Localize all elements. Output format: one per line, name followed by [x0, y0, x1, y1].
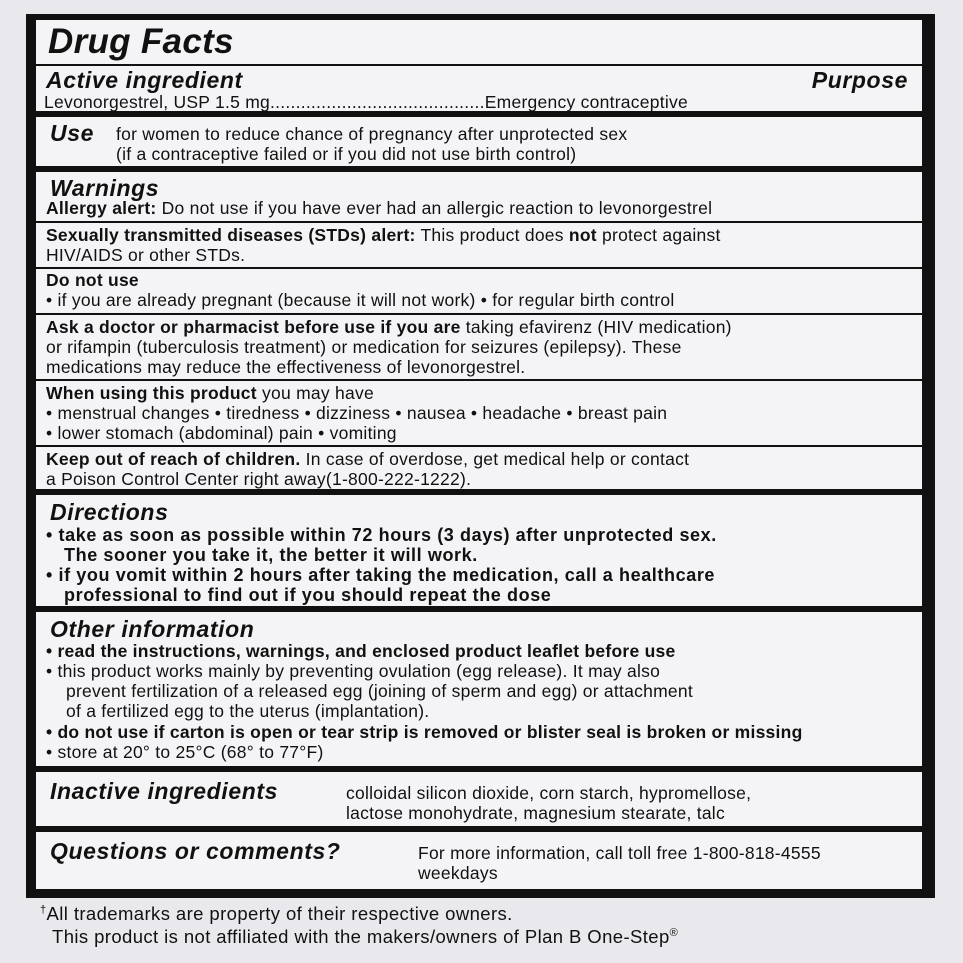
directions-heading: Directions [50, 499, 169, 525]
keep-out-label: Keep out of reach of children. [46, 449, 301, 469]
other-line-1: • read the instructions, warnings, and enclosed product leaflet before use [46, 641, 676, 661]
footer-line-2: This product is not affiliated with the makers/owners of Plan B One-Step [52, 926, 670, 947]
ask-doctor-text-1: taking efavirenz (HIV medication) [465, 317, 732, 337]
footer-trademark-line [40, 903, 513, 925]
when-using-line-3: • lower stomach (abdominal) pain • vomiting [46, 423, 397, 443]
std-alert-text-2: protect against [602, 225, 721, 245]
when-using-text: you may have [262, 383, 374, 403]
do-not-use-heading: Do not use [46, 270, 139, 290]
ask-doctor-label: Ask a doctor or pharmacist before use if you are [46, 317, 461, 337]
std-alert-line-1 [46, 225, 721, 245]
divider [36, 221, 922, 223]
dagger-symbol: † [40, 903, 47, 916]
keep-out-line-1 [46, 449, 689, 469]
leader-dots: .......................................... [270, 92, 485, 112]
divider [36, 313, 922, 315]
warnings-heading: Warnings [50, 175, 160, 201]
other-information-heading: Other information [50, 616, 255, 642]
purpose-heading: Purpose [811, 67, 908, 93]
questions-line-1: For more information, call toll free 1-800-818-4555 [418, 843, 821, 863]
questions-line-2: weekdays [418, 863, 498, 883]
use-heading: Use [50, 120, 94, 146]
allergy-alert-text: Do not use if you have ever had an allergic reaction to levonorgestrel [161, 198, 713, 218]
other-line-2: • this product works mainly by preventing ovulation (egg release). It may also [46, 661, 661, 681]
directions-line-3: • if you vomit within 2 hours after taking the medication, call a healthcare [46, 565, 716, 585]
purpose-value: Emergency contraceptive [484, 92, 688, 112]
directions-line-4: professional to find out if you should repeat the dose [64, 585, 552, 605]
other-line-5: • do not use if carton is open or tear strip is removed or blister seal is broken or missing [46, 722, 803, 742]
keep-out-line-2: a Poison Control Center right away(1-800-222-1222). [46, 469, 472, 489]
ingredient-line [44, 92, 688, 112]
drug-facts-panel [26, 14, 935, 898]
std-alert-label: Sexually transmitted diseases (STDs) alert: [46, 225, 416, 245]
footer-line-1: All trademarks are property of their respective owners. [46, 903, 513, 924]
active-ingredient-heading: Active ingredient [46, 67, 243, 93]
other-line-3: prevent fertilization of a released egg (joining of sperm and egg) or attachment [66, 681, 694, 701]
std-alert-text-1: This product does [420, 225, 564, 245]
divider [36, 64, 922, 66]
use-line-2: (if a contraceptive failed or if you did not use birth control) [116, 144, 577, 164]
directions-line-2: The sooner you take it, the better it will work. [64, 545, 478, 565]
ask-doctor-line-2: or rifampin (tuberculosis treatment) or medication for seizures (epilepsy). These [46, 337, 682, 357]
ingredient-name: Levonorgestrel, USP 1.5 mg [44, 92, 271, 112]
when-using-label: When using this product [46, 383, 257, 403]
inactive-ingredients-heading: Inactive ingredients [50, 778, 279, 804]
allergy-alert-label: Allergy alert: [46, 198, 157, 218]
section-inactive-ingredients [36, 772, 922, 826]
section-other-information [36, 612, 922, 766]
ask-doctor-line-3: medications may reduce the effectiveness of levonorgestrel. [46, 357, 526, 377]
section-use [36, 117, 922, 166]
divider [36, 267, 922, 269]
drug-facts-title: Drug Facts [48, 22, 234, 61]
questions-heading: Questions or comments? [50, 838, 341, 864]
when-using-line-1 [46, 383, 374, 403]
section-title-active [36, 20, 922, 111]
directions-line-1: • take as soon as possible within 72 hours (3 days) after unprotected sex. [46, 525, 717, 545]
section-questions [36, 832, 922, 889]
use-line-1: for women to reduce chance of pregnancy after unprotected sex [116, 124, 628, 144]
divider [36, 379, 922, 381]
other-line-6: • store at 20° to 25°C (68° to 77°F) [46, 742, 324, 762]
footer-affiliation-line [52, 926, 678, 948]
do-not-use-line: • if you are already pregnant (because it will not work) • for regular birth control [46, 290, 675, 310]
allergy-alert [46, 198, 712, 218]
section-directions [36, 495, 922, 606]
ask-doctor-line-1 [46, 317, 732, 337]
section-warnings [36, 172, 922, 489]
divider [36, 445, 922, 447]
registered-symbol: ® [669, 926, 679, 939]
inactive-line-2: lactose monohydrate, magnesium stearate, talc [346, 803, 725, 823]
other-line-4: of a fertilized egg to the uterus (implantation). [66, 701, 430, 721]
keep-out-text: In case of overdose, get medical help or contact [305, 449, 690, 469]
std-alert-not: not [568, 225, 597, 245]
inactive-line-1: colloidal silicon dioxide, corn starch, hypromellose, [346, 783, 752, 803]
when-using-line-2: • menstrual changes • tiredness • dizziness • nausea • headache • breast pain [46, 403, 668, 423]
std-alert-line-2: HIV/AIDS or other STDs. [46, 245, 246, 265]
